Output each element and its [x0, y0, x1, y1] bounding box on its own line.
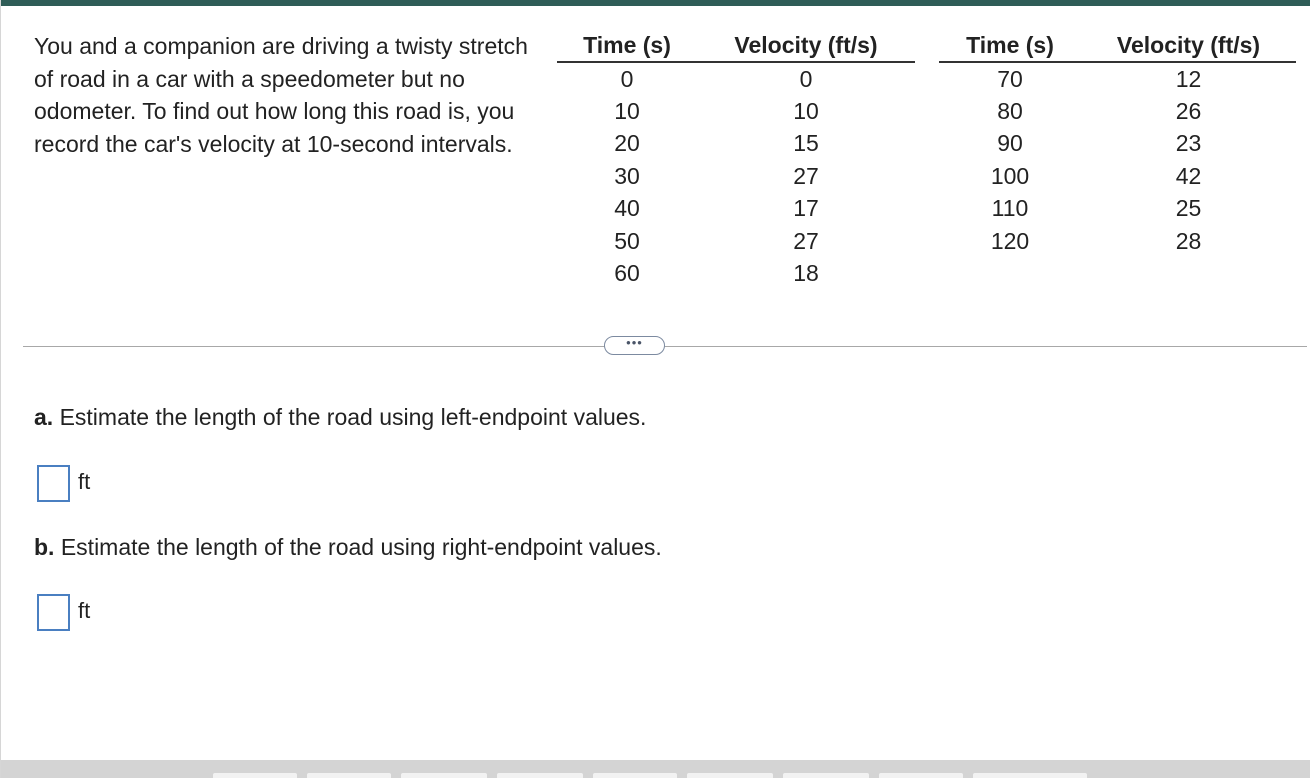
velocity-cell: 10	[793, 98, 819, 125]
time-cell: 40	[614, 195, 640, 222]
time-cell: 120	[990, 227, 1030, 254]
question-b-label: b.	[34, 534, 55, 560]
question-b	[34, 534, 662, 561]
column-header-time: Time (s)	[557, 30, 697, 62]
time-cell: 110	[991, 195, 1029, 222]
top-bar	[1, 0, 1310, 6]
more-button[interactable]: •••	[604, 336, 665, 355]
column-header-time: Time (s)	[939, 30, 1081, 62]
time-cell: 100	[990, 162, 1030, 189]
toolbar-tab[interactable]	[401, 773, 487, 778]
velocity-cell: 25	[1175, 195, 1202, 222]
velocity-cell: 0	[799, 65, 813, 92]
velocity-cell: 27	[793, 227, 819, 254]
table-row	[939, 128, 1296, 160]
problem-statement: You and a companion are driving a twisty stretch of road in a car with a speedometer but no odometer. To find out how long this road is, you record the car's velocity at 10-second intervals.	[34, 33, 528, 157]
velocity-cell: 15	[793, 130, 819, 157]
time-cell: 0	[620, 65, 634, 92]
table-row	[557, 257, 915, 289]
toolbar-tab[interactable]	[973, 773, 1087, 778]
velocity-cell: 42	[1175, 162, 1202, 189]
time-cell: 30	[614, 162, 640, 189]
column-header-velocity: Velocity (ft/s)	[697, 30, 915, 62]
time-cell: 80	[997, 98, 1023, 125]
column-header-velocity: Velocity (ft/s)	[1081, 30, 1296, 62]
answer-input-a[interactable]	[37, 465, 70, 502]
velocity-cell: 26	[1175, 98, 1202, 125]
bottom-toolbar	[1, 760, 1310, 778]
table-header-row	[939, 30, 1296, 62]
toolbar-tab[interactable]	[497, 773, 583, 778]
question-b-text: Estimate the length of the road using right-endpoint values.	[60, 534, 662, 560]
table-row	[557, 95, 915, 127]
toolbar-tab[interactable]	[687, 773, 773, 778]
toolbar-tab[interactable]	[593, 773, 677, 778]
data-table-right	[939, 30, 1296, 257]
toolbar-tab[interactable]	[307, 773, 391, 778]
question-a	[34, 404, 646, 431]
toolbar-tab[interactable]	[783, 773, 869, 778]
toolbar-tab[interactable]	[879, 773, 963, 778]
section-divider	[23, 346, 1307, 347]
table-row	[939, 62, 1296, 95]
question-a-label: a.	[34, 404, 54, 430]
time-cell: 10	[614, 98, 640, 125]
table-row	[939, 95, 1296, 127]
time-cell: 50	[614, 227, 640, 254]
velocity-cell: 28	[1175, 227, 1202, 254]
unit-label-a: ft	[78, 469, 91, 494]
data-table-left	[557, 30, 915, 290]
velocity-cell: 18	[793, 260, 819, 287]
time-cell: 60	[614, 260, 640, 287]
table-row	[557, 225, 915, 257]
velocity-cell: 23	[1175, 130, 1202, 157]
table-row	[557, 128, 915, 160]
velocity-cell: 17	[793, 195, 819, 222]
time-cell: 20	[614, 130, 640, 157]
table-row	[557, 193, 915, 225]
table-row	[939, 193, 1296, 225]
time-cell: 70	[997, 65, 1023, 92]
table-body-left	[557, 62, 915, 290]
table-row	[557, 62, 915, 95]
table-row	[939, 225, 1296, 257]
table-body-right	[939, 62, 1296, 257]
table-row	[939, 160, 1296, 192]
unit-label-b: ft	[78, 598, 91, 623]
table-row	[557, 160, 915, 192]
answer-input-b[interactable]	[37, 594, 70, 631]
table-header-row	[557, 30, 915, 62]
question-a-text: Estimate the length of the road using left-endpoint values.	[59, 404, 647, 430]
velocity-cell: 27	[793, 162, 819, 189]
velocity-cell: 12	[1175, 65, 1202, 92]
toolbar-tab[interactable]	[213, 773, 297, 778]
time-cell: 90	[997, 130, 1023, 157]
